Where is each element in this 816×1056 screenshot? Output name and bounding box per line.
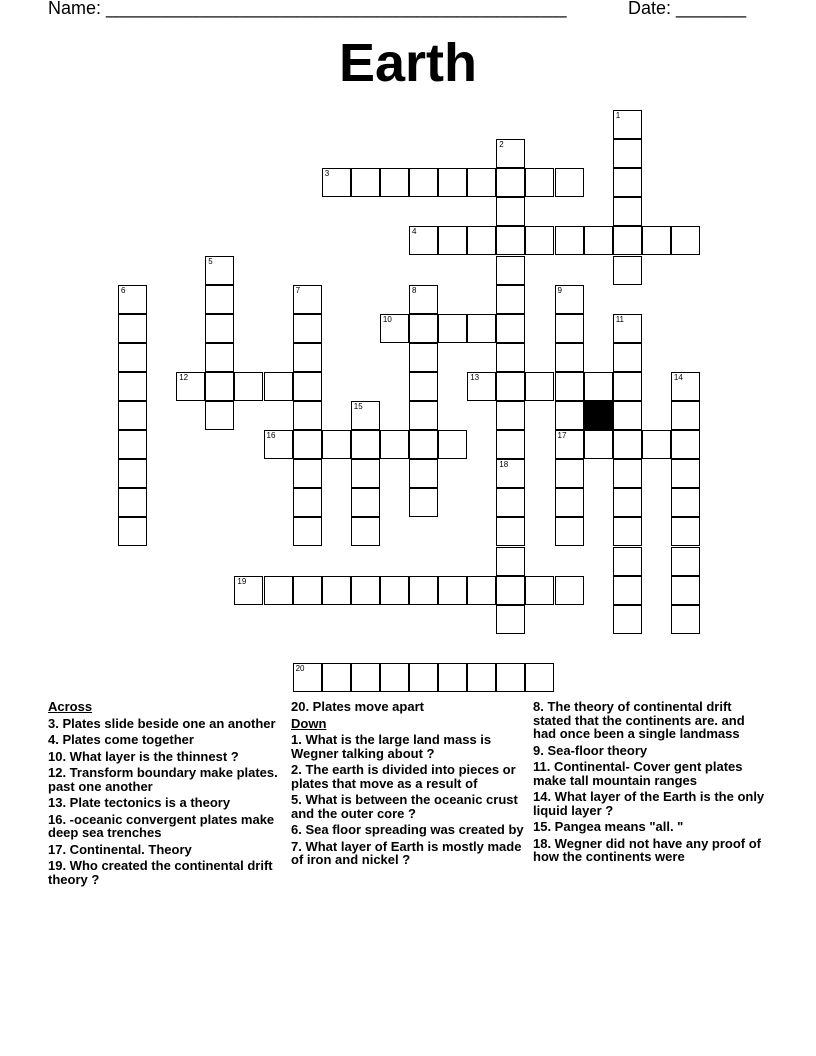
crossword-cell[interactable]: [496, 343, 525, 372]
crossword-cell[interactable]: [118, 285, 147, 314]
crossword-cell[interactable]: [613, 139, 642, 168]
crossword-cell[interactable]: [613, 430, 642, 459]
clue-item: 18. Wegner did not have any proof of how the continents were: [533, 835, 762, 864]
crossword-cell[interactable]: [671, 401, 700, 430]
crossword-cell[interactable]: [234, 576, 263, 605]
crossword-cell[interactable]: [525, 226, 554, 255]
crossword-cell[interactable]: [409, 343, 438, 372]
clue-item: 8. The theory of continental drift stated that the continents are. and had once been a single landmass: [533, 699, 745, 741]
crossword-cell[interactable]: [496, 285, 525, 314]
crossword-cell[interactable]: [496, 314, 525, 343]
crossword-cell[interactable]: [613, 314, 642, 343]
crossword-cell[interactable]: [293, 372, 322, 401]
crossword-cell[interactable]: [613, 226, 642, 255]
crossword-cell[interactable]: [322, 430, 351, 459]
crossword-cell[interactable]: [118, 459, 147, 488]
crossword-cell[interactable]: [293, 459, 322, 488]
crossword-cell[interactable]: [409, 401, 438, 430]
black-square: [584, 401, 613, 430]
crossword-cell[interactable]: [671, 488, 700, 517]
date-field[interactable]: Date: _______: [628, 0, 747, 18]
crossword-cell[interactable]: [293, 285, 322, 314]
crossword-cell[interactable]: [613, 197, 642, 226]
crossword-cell[interactable]: [118, 401, 147, 430]
crossword-cell[interactable]: [264, 576, 293, 605]
crossword-cell[interactable]: [293, 430, 322, 459]
crossword-cell[interactable]: [380, 663, 409, 692]
crossword-cell[interactable]: [555, 285, 584, 314]
clue-item: 13. Plate tectonics is a theory: [48, 795, 231, 810]
crossword-cell[interactable]: [613, 110, 642, 139]
crossword-cell[interactable]: [525, 663, 554, 692]
crossword-cell[interactable]: [496, 517, 525, 546]
crossword-cell[interactable]: [205, 343, 234, 372]
crossword-cell[interactable]: [205, 401, 234, 430]
crossword-cell[interactable]: [496, 256, 525, 285]
clue-item: 2. The earth is divided into pieces or plates that move as a result of: [291, 762, 516, 791]
crossword-cell[interactable]: [176, 372, 205, 401]
clue-number: 10: [382, 314, 392, 324]
crossword-cell[interactable]: [613, 372, 642, 401]
crossword-cell[interactable]: [555, 517, 584, 546]
crossword-cell[interactable]: [671, 605, 700, 634]
clue-item: 12. Transform boundary make plates. past one another: [48, 765, 278, 794]
clue-item: 14. What layer of the Earth is the only liquid layer ?: [533, 789, 765, 818]
crossword-cell[interactable]: [496, 663, 525, 692]
crossword-cell[interactable]: [322, 576, 351, 605]
crossword-cell[interactable]: [409, 663, 438, 692]
across-heading: Across: [48, 699, 93, 714]
crossword-cell[interactable]: [118, 430, 147, 459]
crossword-cell[interactable]: [409, 314, 438, 343]
crossword-cell[interactable]: [584, 430, 613, 459]
crossword-cell[interactable]: [293, 343, 322, 372]
crossword-cell[interactable]: [293, 663, 322, 692]
crossword-cell[interactable]: [613, 401, 642, 430]
crossword-cell[interactable]: [438, 663, 467, 692]
crossword-cell[interactable]: [118, 517, 147, 546]
crossword-cell[interactable]: [496, 372, 525, 401]
crossword-cell[interactable]: [438, 430, 467, 459]
clue-number: 20: [295, 663, 305, 673]
crossword-cell[interactable]: [671, 226, 700, 255]
crossword-cell[interactable]: [409, 576, 438, 605]
crossword-cell[interactable]: [380, 168, 409, 197]
crossword-cell[interactable]: [264, 430, 293, 459]
crossword-cell[interactable]: [671, 576, 700, 605]
crossword-cell[interactable]: [351, 488, 380, 517]
down-heading: Down: [291, 715, 327, 731]
crossword-cell[interactable]: [496, 401, 525, 430]
crossword-cell[interactable]: [351, 168, 380, 197]
crossword-cell[interactable]: [613, 576, 642, 605]
crossword-cell[interactable]: [380, 576, 409, 605]
crossword-cell[interactable]: [293, 488, 322, 517]
clue-item: 16. -oceanic convergent plates make deep sea trenches: [48, 811, 275, 840]
crossword-cell[interactable]: [555, 314, 584, 343]
crossword-cell[interactable]: [671, 517, 700, 546]
crossword-cell[interactable]: [409, 285, 438, 314]
crossword-cell[interactable]: [525, 168, 554, 197]
clue-number: 15: [353, 402, 363, 411]
crossword-cell[interactable]: [264, 372, 293, 401]
clue-number: 14: [673, 372, 683, 382]
clue-number: 3: [324, 169, 330, 179]
name-field[interactable]: Name: ______________________________________________: [48, 0, 567, 18]
crossword-cell[interactable]: [234, 372, 263, 401]
crossword-cell[interactable]: [467, 372, 496, 401]
crossword-cell[interactable]: [555, 226, 584, 255]
crossword-cell[interactable]: [467, 314, 496, 343]
crossword-cell[interactable]: [118, 343, 147, 372]
crossword-cell[interactable]: [205, 314, 234, 343]
clue-number: 13: [470, 372, 480, 382]
crossword-cell[interactable]: [351, 663, 380, 692]
crossword-cell[interactable]: [467, 226, 496, 255]
clue-item: 10. What layer is the thinnest ?: [48, 748, 239, 764]
clue-number: 6: [121, 285, 126, 295]
crossword-cell[interactable]: [584, 372, 613, 401]
crossword-cell[interactable]: [613, 256, 642, 285]
clue-number: 8: [412, 285, 417, 295]
crossword-cell[interactable]: [380, 314, 409, 343]
crossword-cell[interactable]: [118, 488, 147, 517]
clues-column-2: [291, 700, 527, 870]
crossword-cell[interactable]: [671, 459, 700, 488]
clues-column-3: [533, 700, 769, 867]
crossword-cell[interactable]: [525, 576, 554, 605]
clue-number: 9: [557, 285, 562, 295]
clue-item: 3. Plates slide beside one an another: [48, 715, 276, 731]
crossword-cell[interactable]: [409, 459, 438, 488]
crossword-cell[interactable]: [671, 372, 700, 401]
crossword-cell[interactable]: [118, 314, 147, 343]
crossword-cell[interactable]: [496, 459, 525, 488]
clue-item: 5. What is between the oceanic crust and the outer core ?: [291, 792, 518, 821]
crossword-cell[interactable]: [496, 430, 525, 459]
clue-item: 1. What is the large land mass is Wegner talking about ?: [291, 732, 492, 761]
crossword-cell[interactable]: [613, 459, 642, 488]
crossword-cell[interactable]: [438, 168, 467, 197]
crossword-cell[interactable]: [409, 430, 438, 459]
clue-item: 11. Continental- Cover gent plates make tall mountain ranges: [533, 759, 743, 788]
crossword-cell[interactable]: [555, 401, 584, 430]
crossword-cell[interactable]: [496, 226, 525, 255]
clue-number: 16: [266, 431, 276, 441]
crossword-cell[interactable]: [438, 576, 467, 605]
crossword-cell[interactable]: [409, 372, 438, 401]
clue-number: 2: [499, 140, 504, 150]
clue-item: 15. Pangea means "all. ": [533, 819, 684, 834]
crossword-cell[interactable]: [642, 226, 671, 255]
clue-item: 9. Sea-floor theory: [533, 742, 648, 758]
crossword-cell[interactable]: [496, 168, 525, 197]
crossword-cell[interactable]: [351, 576, 380, 605]
crossword-cell[interactable]: [409, 226, 438, 255]
crossword-cell[interactable]: [438, 226, 467, 255]
crossword-cell[interactable]: [613, 488, 642, 517]
crossword-cell[interactable]: [293, 576, 322, 605]
clue-number: 19: [237, 576, 247, 586]
crossword-cell[interactable]: [467, 168, 496, 197]
crossword-cell[interactable]: [467, 663, 496, 692]
clue-number: 7: [295, 285, 301, 295]
crossword-cell[interactable]: [496, 488, 525, 517]
crossword-cell[interactable]: [496, 547, 525, 576]
crossword-cell[interactable]: [671, 547, 700, 576]
crossword-cell[interactable]: [322, 168, 351, 197]
page-title: Earth: [338, 33, 478, 93]
crossword-cell[interactable]: [205, 372, 234, 401]
crossword-cell[interactable]: [613, 547, 642, 576]
crossword-cell[interactable]: [293, 517, 322, 546]
clue-number: 4: [412, 227, 417, 237]
crossword-cell[interactable]: [555, 343, 584, 372]
clues-column-1: [48, 700, 284, 889]
crossword-cell[interactable]: [555, 430, 584, 459]
crossword-cell[interactable]: [409, 488, 438, 517]
crossword-cell[interactable]: [351, 430, 380, 459]
crossword-cell[interactable]: [467, 576, 496, 605]
crossword-cell[interactable]: [555, 459, 584, 488]
clue-item: 19. Who created the continental drift theory ?: [48, 858, 273, 887]
crossword-cell[interactable]: [438, 314, 467, 343]
crossword-cell[interactable]: [525, 372, 554, 401]
crossword-cell[interactable]: [613, 517, 642, 546]
clue-number: 17: [557, 431, 567, 441]
crossword-cell[interactable]: [496, 197, 525, 226]
crossword-cell[interactable]: [293, 314, 322, 343]
crossword-cell[interactable]: [555, 372, 584, 401]
crossword-cell[interactable]: [613, 343, 642, 372]
clue-number: 11: [615, 314, 624, 324]
crossword-cell[interactable]: [496, 605, 525, 634]
clue-item: 4. Plates come together: [48, 732, 194, 747]
clue-item: 6. Sea floor spreading was created by: [291, 822, 524, 837]
clue-number: 18: [499, 460, 509, 470]
crossword-cell[interactable]: [322, 663, 351, 692]
crossword-cell[interactable]: [555, 576, 584, 605]
crossword-cell[interactable]: [555, 168, 584, 197]
crossword-cell[interactable]: [409, 168, 438, 197]
crossword-cell[interactable]: [351, 401, 380, 430]
crossword-cell[interactable]: [351, 459, 380, 488]
clue-number: 1: [615, 111, 621, 120]
crossword-cell[interactable]: [293, 401, 322, 430]
crossword-cell[interactable]: [671, 430, 700, 459]
crossword-cell[interactable]: [351, 517, 380, 546]
clue-item: 7. What layer of Earth is mostly made of iron and nickel ?: [291, 838, 522, 867]
crossword-cell[interactable]: [380, 430, 409, 459]
crossword-cell[interactable]: [205, 256, 234, 285]
crossword-cell[interactable]: [496, 576, 525, 605]
crossword-cell[interactable]: [496, 139, 525, 168]
clue-number: 5: [208, 256, 213, 266]
crossword-cell[interactable]: [613, 168, 642, 197]
clue-item: 20. Plates move apart: [291, 699, 424, 714]
crossword-cell[interactable]: [555, 488, 584, 517]
clue-item: 17. Continental. Theory: [48, 841, 192, 857]
crossword-cell[interactable]: [118, 372, 147, 401]
crossword-cell[interactable]: [613, 605, 642, 634]
crossword-cell[interactable]: [584, 226, 613, 255]
crossword-cell[interactable]: [642, 430, 671, 459]
clue-number: 12: [179, 372, 189, 382]
crossword-cell[interactable]: [205, 285, 234, 314]
